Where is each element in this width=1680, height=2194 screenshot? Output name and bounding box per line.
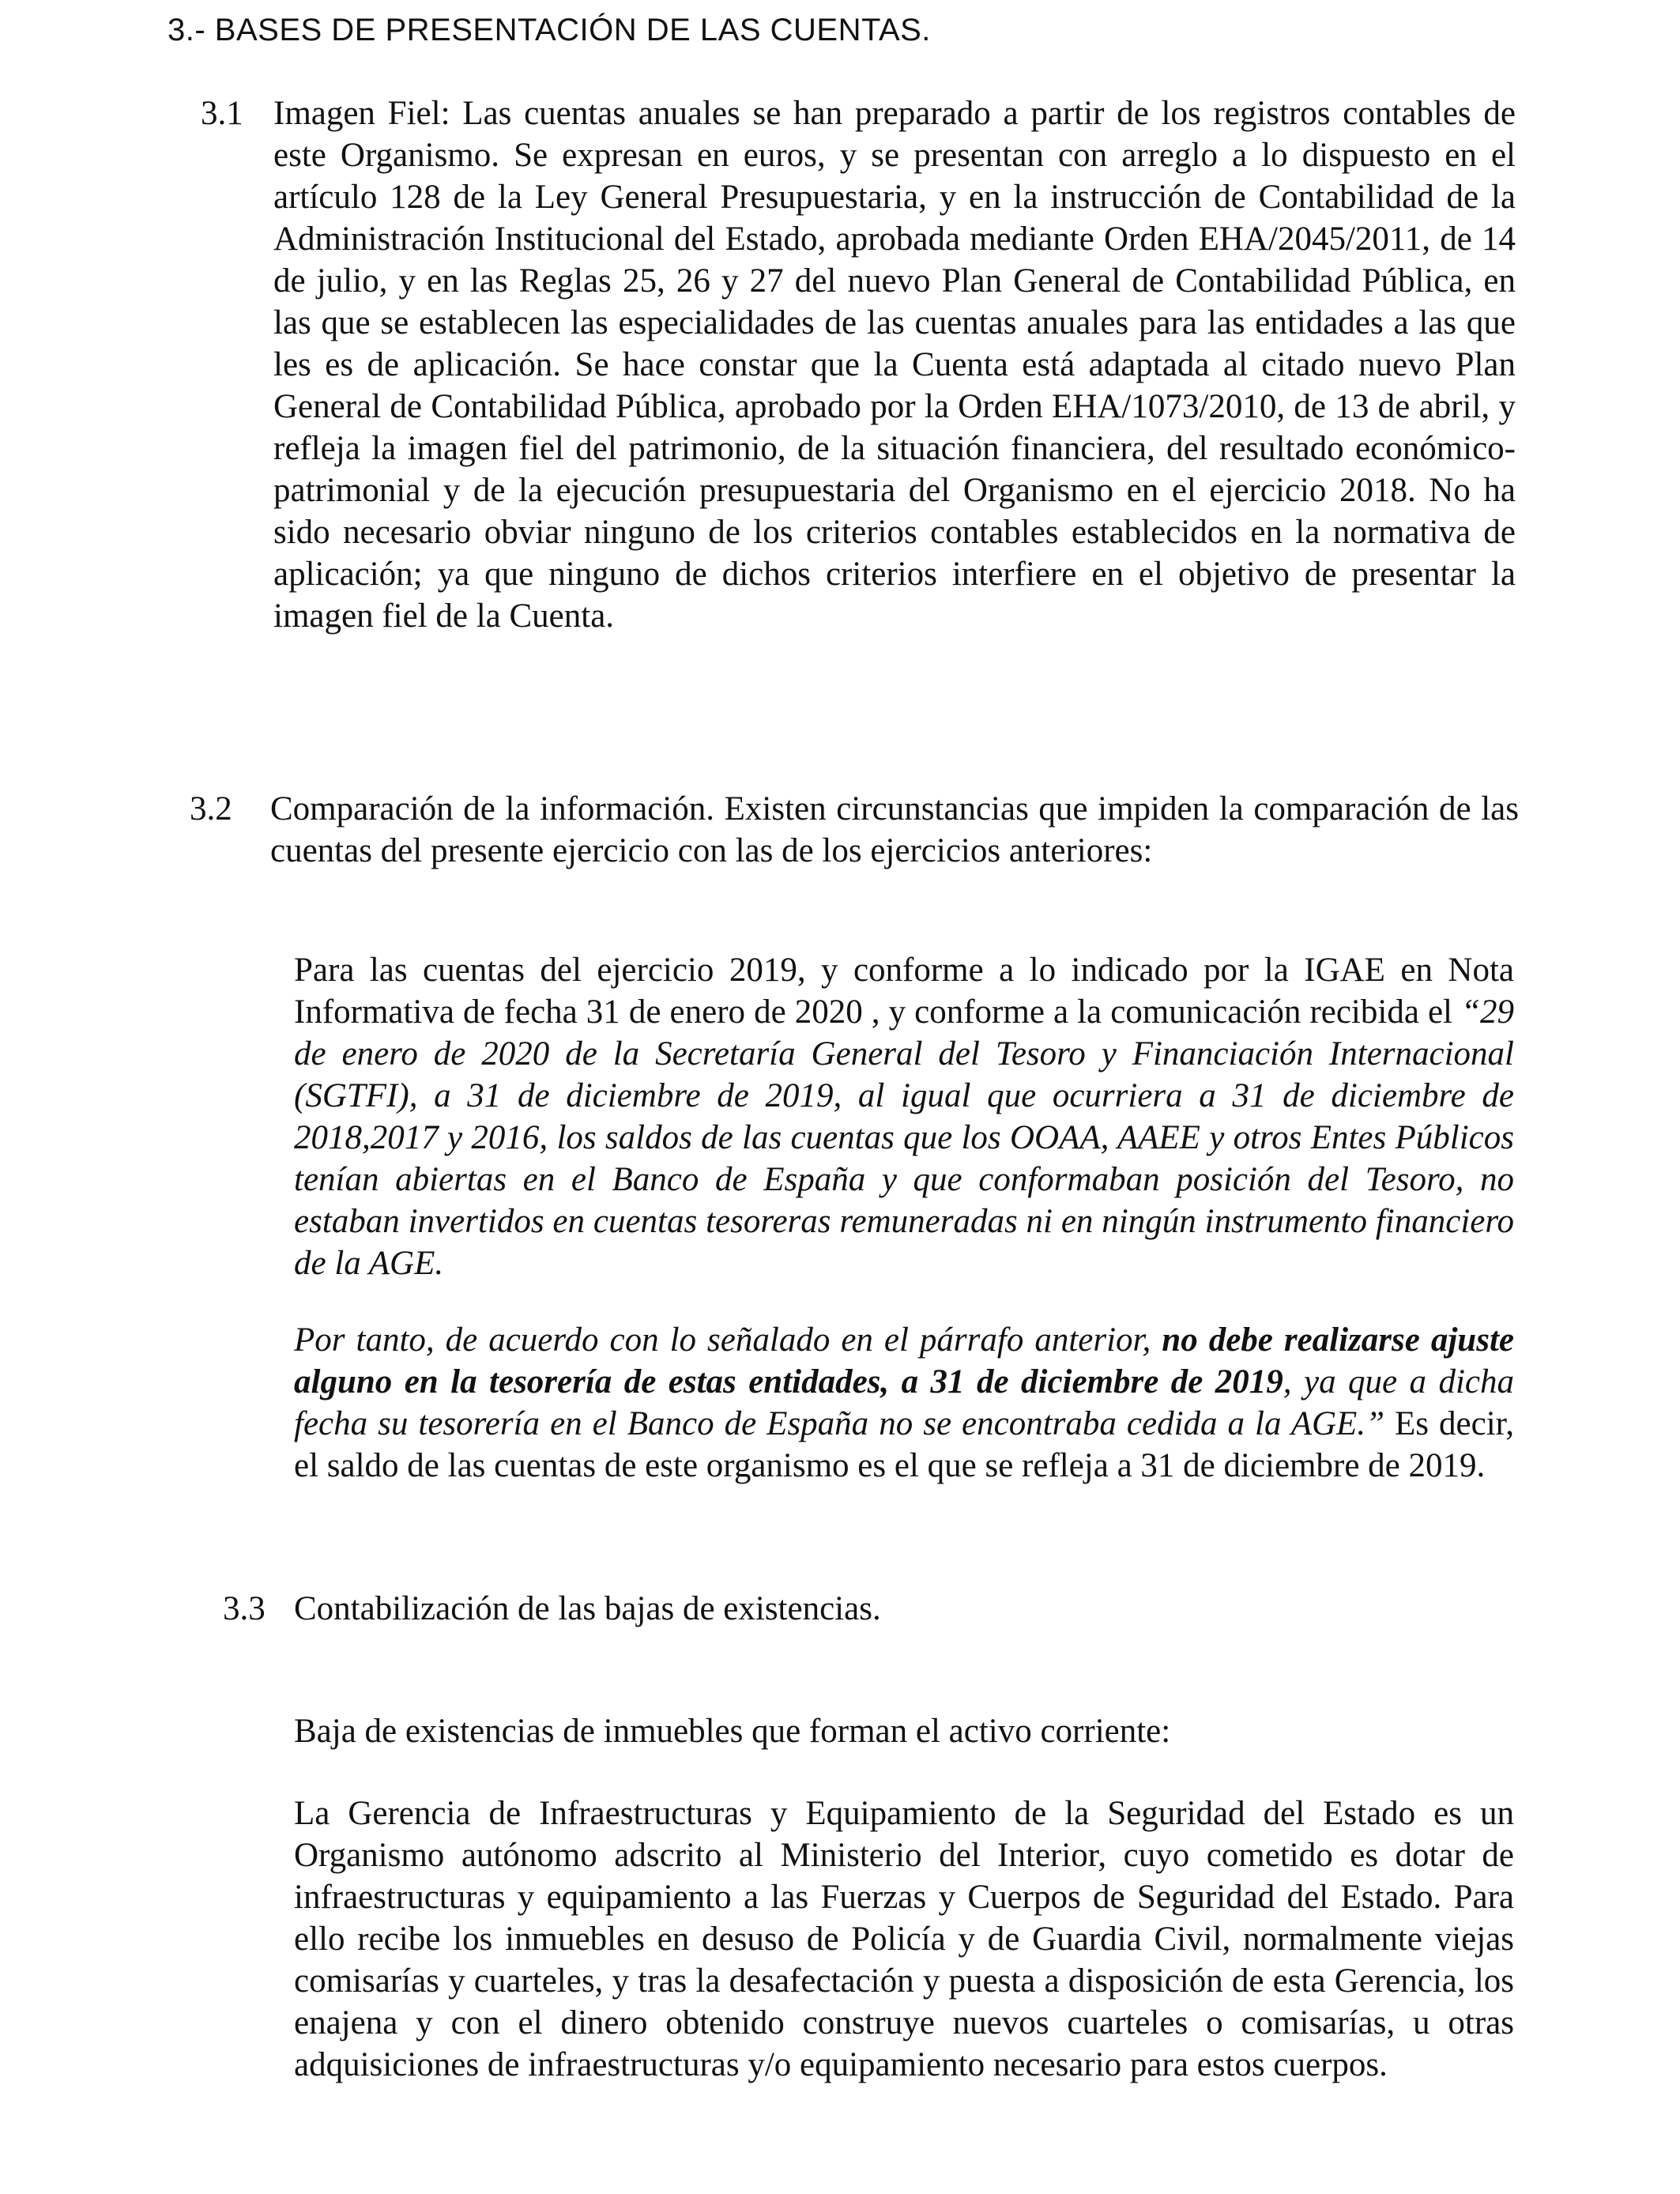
section-3-3-paragraph: La Gerencia de Infraestructuras y Equipamiento de la Seguridad del Estado es un Organismo autónomo adscrito al Ministerio del Interior, cuyo cometido es dotar de infraestructuras y equipamiento a las Fuerzas y Cuerpos de Seguridad del Estado. Para ello recibe los inmuebles en desuso de Policía y de Guardia Civil, normalmente viejas comisarías y cuarteles, y tras la desafectación y puesta a disposición de esta Gerencia, los enajena y con el dinero obtenido construye nuevos cuarteles o comisarías, u otras adquisiciones de infraestructuras y/o equipamiento necesario para estos cuerpos. [294,1795,1514,2083]
section-3-3-title: Contabilización de las bajas de existencias. [294,1590,881,1627]
section-3-3-number: 3.3 [223,1590,266,1627]
section-heading: 3.- BASES DE PRESENTACIÓN DE LAS CUENTAS. [168,13,931,47]
conclusion-bold-statement: no debe realizarse ajuste alguno en la tesorería de estas entidades, a 31 de diciembre de 2019 [294,1321,1514,1400]
conclusion-italic-end: , ya que a dicha fecha su tesorería en el Banco de España no se encontraba cedida a la AGE.” [294,1363,1514,1442]
section-3-2-paragraph: Comparación de la información. Existen circunstancias que impiden la comparación de las cuentas del presente ejercicio con las de los ejercicios anteriores: [270,790,1519,869]
conclusion-italic-start: Por tanto, de acuerdo con lo señalado en el párrafo anterior, [294,1321,1162,1359]
section-3-2-number: 3.2 [190,790,232,827]
section-3-3-subheading: Baja de existencias de inmuebles que forman el activo corriente: [294,1713,1171,1750]
quoted-note-italic: “29 de enero de 2020 de la Secretaría General del Tesoro y Financiación Internacional (SGTFI), a 31 de diciembre de 2019, al igual que ocurriera a 31 de diciembre de 2018,2017 y 2016, los saldos de las cuentas que los OOAA, AAEE y otros Entes Públicos tenían abiertas en el Banco de España y que conformaban posición del Tesoro, no estaban invertidos en cuentas tesoreras remuneradas ni en ningún instrumento financiero de la AGE. [294,993,1514,1282]
section-3-1-number: 3.1 [201,95,243,132]
section-3-1-paragraph: Imagen Fiel: Las cuentas anuales se han preparado a partir de los registros contables de este Organismo. Se expresan en euros, y se presentan con arreglo a lo dispuesto en el artículo 128 de la Ley General Presupuestaria, y en la instrucción de Contabilidad de la Administración Institucional del Estado, aprobada mediante Orden EHA/2045/2011, de 14 de julio, y en las Reglas 25, 26 y 27 del nuevo Plan General de Contabilidad Pública, en las que se establecen las especialidades de las cuentas anuales para las entidades a las que les es de aplicación. Se hace constar que la Cuenta está adaptada al citado nuevo Plan General de Contabilidad Pública, aprobado por la Orden EHA/1073/2010, de 13 de abril, y refleja la imagen fiel del patrimonio, de la situación financiera, del resultado económico-patrimonial y de la ejecución presupuestaria del Organismo en el ejercicio 2018. No ha sido necesario obviar ninguno de los criterios contables establecidos en la normativa de aplicación; ya que ninguno de dichos criterios interfiere en el objetivo de presentar la imagen fiel de la Cuenta. [273,95,1516,635]
quoted-note-intro: Para las cuentas del ejercicio 2019, y conforme a lo indicado por la IGAE en Nota Informativa de fecha 31 de enero de 2020 , y conforme a la comunicación recibida el [294,952,1514,1031]
conclusion-plain-end: Es decir, el saldo de las cuentas de este organismo es el que se refleja a 31 de diciembre de 2019. [294,1405,1514,1484]
quoted-note-paragraph [294,949,1514,1284]
conclusion-paragraph [294,1319,1514,1487]
